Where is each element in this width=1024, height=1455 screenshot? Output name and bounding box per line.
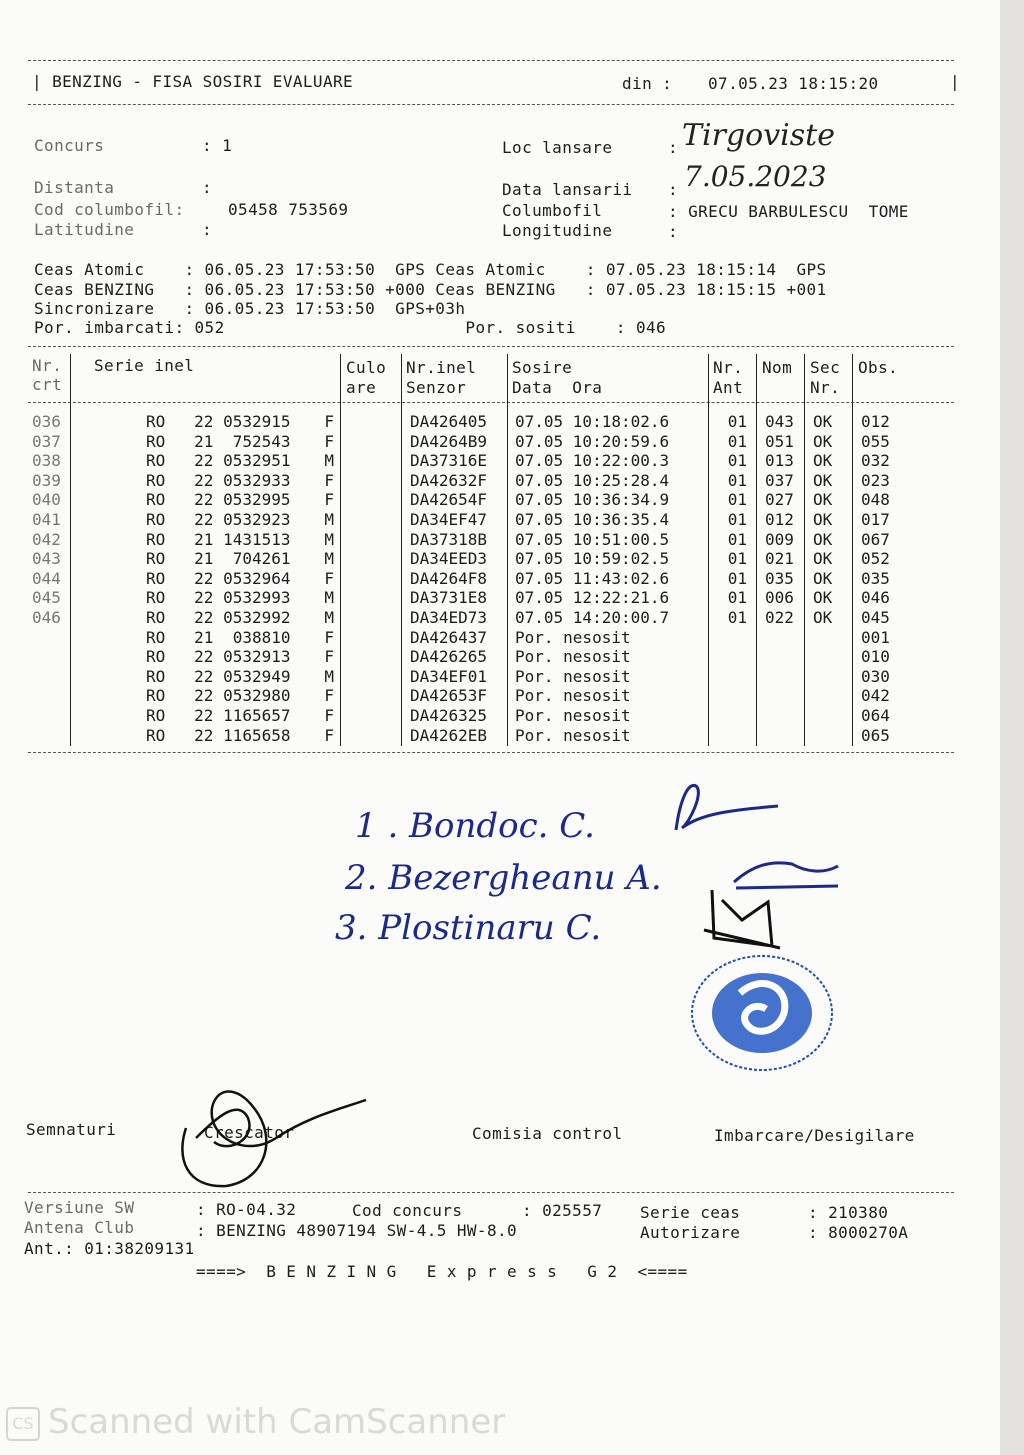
cell-culoare	[342, 647, 404, 667]
cell-culoare	[342, 667, 404, 687]
cell-sec	[807, 706, 855, 726]
table-row	[28, 588, 915, 608]
cell-culoare	[342, 628, 404, 648]
cell-crt: 036	[32, 412, 61, 431]
cell-sosire: Por. nesosit	[515, 627, 631, 647]
cell-culoare	[342, 569, 404, 589]
cell-ant: 01	[727, 607, 747, 627]
clock-benzing-line: Ceas BENZING : 06.05.23 17:53:50 +000 Ceas BENZING : 07.05.23 18:15:15 +001	[34, 280, 827, 299]
cell-nom: 037	[765, 470, 794, 490]
cell-nom: 009	[765, 529, 794, 549]
cell-sosire: Por. nesosit	[515, 725, 631, 745]
sincronizare-line: Sincronizare : 06.05.23 17:53:50 GPS+03h	[34, 299, 466, 318]
cell-sosire: 07.05 10:22:00.3	[515, 451, 670, 471]
cell-sec: OK	[813, 431, 833, 451]
brand-line: ====> B E N Z I N G E x p r e s s G 2 <====	[196, 1262, 688, 1281]
ant-line: Ant.: 01:38209131	[24, 1239, 195, 1258]
col-culo-header: Culo	[346, 358, 387, 377]
imbarcare-label: Imbarcare/Desigilare	[714, 1126, 915, 1145]
table-row	[28, 569, 915, 589]
cell-culoare	[342, 588, 404, 608]
table-row	[28, 471, 915, 491]
columbofil-label: Columbofil	[502, 201, 603, 220]
distanta-label: Distanta	[34, 178, 115, 197]
cell-obs: 045	[861, 607, 890, 627]
cell-sosire: 07.05 10:25:28.4	[515, 470, 670, 490]
cell-nom: 022	[765, 607, 794, 627]
cell-sosire: Por. nesosit	[515, 647, 631, 667]
cell-sosire: 07.05 14:20:00.7	[515, 607, 670, 627]
cell-nom	[759, 706, 807, 726]
cell-senzor: DA4262EB	[410, 725, 488, 745]
table-row	[28, 451, 915, 471]
report-date-label: din :	[622, 74, 673, 93]
cell-nom: 027	[765, 490, 794, 510]
cell-sec	[807, 726, 855, 746]
col-senzor-header: Senzor	[406, 378, 467, 397]
cell-sex: M	[324, 549, 334, 569]
porumbei-line: Por. imbarcati: 052 Por. sositi : 046	[34, 318, 667, 337]
cell-sec	[807, 686, 855, 706]
cell-ant: 01	[727, 470, 747, 490]
handwritten-line-1: 1 . Bondoc. C.	[355, 806, 595, 846]
semnaturi-label: Semnaturi	[26, 1120, 117, 1139]
cell-serie: RO 22 0532951	[146, 451, 291, 471]
table-row	[28, 510, 915, 530]
cell-serie: RO 22 0532923	[146, 509, 291, 529]
table-row	[28, 549, 915, 569]
cell-nom: 021	[765, 549, 794, 569]
cell-ant: 01	[727, 509, 747, 529]
latitudine-label: Latitudine	[34, 220, 135, 239]
cell-senzor: DA34EF47	[410, 509, 488, 529]
cell-senzor: DA42653F	[410, 686, 488, 706]
cell-culoare	[342, 451, 404, 471]
cell-culoare	[342, 471, 404, 491]
cell-serie: RO 21 752543	[146, 431, 291, 451]
antena-label: Antena Club	[24, 1218, 135, 1237]
col-serie-header: Serie inel	[94, 356, 195, 375]
table-row	[28, 686, 915, 706]
cell-sosire: 07.05 10:36:34.9	[515, 490, 670, 510]
cell-nom	[759, 667, 807, 687]
cell-ant: 01	[727, 568, 747, 588]
longitudine-value: :	[668, 222, 679, 241]
cell-sosire: Por. nesosit	[515, 705, 631, 725]
col-obs-header: Obs.	[858, 358, 899, 377]
col-nr-header: Nr.	[32, 356, 63, 375]
table-row	[28, 667, 915, 687]
cell-crt: 046	[32, 607, 61, 627]
cell-nom: 043	[765, 412, 794, 431]
cell-crt: 038	[32, 451, 61, 471]
cell-obs: 042	[861, 686, 890, 706]
cell-crt	[28, 706, 70, 726]
cell-senzor: DA426437	[410, 627, 488, 647]
cell-sosire: 07.05 10:59:02.5	[515, 549, 670, 569]
concurs-label: Concurs	[34, 136, 105, 155]
cell-ant	[711, 686, 759, 706]
cell-nom: 035	[765, 568, 794, 588]
cell-serie: RO 22 0532915	[146, 412, 291, 431]
cell-crt	[28, 628, 70, 648]
cell-sex: F	[324, 647, 334, 667]
cell-senzor: DA34EF01	[410, 666, 488, 686]
cod-concurs-label: Cod concurs	[352, 1201, 463, 1220]
cell-ant	[711, 628, 759, 648]
cell-sosire: Por. nesosit	[515, 666, 631, 686]
data-lansarii-label: Data lansarii	[502, 180, 633, 199]
latitudine-value: :	[202, 220, 213, 239]
camscanner-logo-icon: CS	[6, 1407, 40, 1441]
autorizare-label: Autorizare	[640, 1223, 741, 1242]
cell-ant: 01	[727, 451, 747, 471]
cod-columbofil-value: 05458 753569	[228, 200, 349, 219]
col-sosire-header: Sosire	[512, 358, 573, 377]
cell-sex: M	[324, 588, 334, 608]
table-row	[28, 726, 915, 746]
cell-obs: 055	[861, 431, 890, 451]
col-secnr-header: Nr.	[810, 378, 841, 397]
cell-sec: OK	[813, 490, 833, 510]
cell-ant	[711, 706, 759, 726]
cell-culoare	[342, 706, 404, 726]
antena-value: : BENZING 48907194 SW-4.5 HW-8.0	[196, 1221, 518, 1240]
cell-obs: 017	[861, 509, 890, 529]
cell-serie: RO 22 0532913	[146, 647, 291, 667]
crescator-signature	[156, 1068, 376, 1198]
table-row	[28, 706, 915, 726]
col-ant-header: Ant	[713, 378, 744, 397]
versiune-label: Versiune SW	[24, 1198, 135, 1217]
concurs-value: : 1	[202, 136, 233, 155]
arrivals-table	[28, 412, 915, 745]
table-row	[28, 530, 915, 550]
loc-lansare-colon: :	[668, 138, 679, 157]
cell-serie: RO 22 1165657	[146, 705, 291, 725]
cell-sex: M	[324, 451, 334, 471]
cell-serie: RO 22 0532995	[146, 490, 291, 510]
table-row	[28, 432, 915, 452]
cell-crt	[28, 726, 70, 746]
cell-crt	[28, 647, 70, 667]
cell-ant	[711, 647, 759, 667]
cell-serie: RO 22 0532993	[146, 588, 291, 608]
cell-obs: 064	[861, 705, 890, 725]
cell-sec: OK	[813, 412, 833, 431]
camscanner-watermark	[6, 1402, 505, 1442]
col-data-ora-header: Data Ora	[512, 378, 603, 397]
divider	[28, 346, 954, 347]
cell-sosire: 07.05 10:20:59.6	[515, 431, 670, 451]
cell-sosire: 07.05 10:51:00.5	[515, 529, 670, 549]
cell-crt: 045	[32, 588, 61, 608]
camscanner-text: Scanned with CamScanner	[48, 1402, 506, 1442]
cell-ant: 01	[727, 588, 747, 608]
versiune-value: : RO-04.32	[196, 1200, 297, 1219]
cell-sec: OK	[813, 588, 833, 608]
autorizare-value: : 8000270A	[808, 1223, 909, 1242]
cell-crt	[28, 686, 70, 706]
data-lansarii-value: 7.05.2023	[684, 160, 827, 193]
cell-ant	[711, 667, 759, 687]
clock-atomic-line: Ceas Atomic : 06.05.23 17:53:50 GPS Ceas Atomic : 07.05.23 18:15:14 GPS	[34, 260, 827, 279]
cell-obs: 001	[861, 627, 890, 647]
cell-sosire: 07.05 11:43:02.6	[515, 568, 670, 588]
cell-senzor: DA426325	[410, 705, 488, 725]
cell-sec: OK	[813, 568, 833, 588]
cell-sex: F	[324, 568, 334, 588]
cell-sex: F	[324, 705, 334, 725]
cell-ant: 01	[727, 412, 747, 431]
cell-sex: M	[324, 509, 334, 529]
paper-edge	[1000, 0, 1024, 1455]
cell-nom	[759, 647, 807, 667]
col-nom-header: Nom	[762, 358, 793, 377]
cell-sex: F	[324, 470, 334, 490]
cell-culoare	[342, 530, 404, 550]
cell-obs: 052	[861, 549, 890, 569]
table-row	[28, 628, 915, 648]
data-lansarii-colon: :	[668, 180, 679, 199]
serie-ceas-label: Serie ceas	[640, 1203, 741, 1222]
cell-ant: 01	[727, 431, 747, 451]
cod-columbofil-label: Cod columbofil:	[34, 200, 185, 219]
cell-culoare	[342, 549, 404, 569]
distanta-value: :	[202, 178, 213, 197]
cell-crt: 041	[32, 509, 61, 529]
cell-obs: 048	[861, 490, 890, 510]
divider-bar: |	[950, 72, 961, 91]
arrivals-table-body	[28, 412, 915, 745]
cell-senzor: DA4264F8	[410, 568, 488, 588]
cell-senzor: DA34ED73	[410, 607, 488, 627]
cell-crt: 037	[32, 431, 61, 451]
cell-sec: OK	[813, 451, 833, 471]
club-stamp	[688, 953, 836, 1073]
cell-nom	[759, 726, 807, 746]
divider	[28, 402, 954, 403]
cell-ant: 01	[727, 549, 747, 569]
handwritten-line-3: 3. Plostinaru C.	[335, 908, 602, 948]
cell-senzor: DA4264B9	[410, 431, 488, 451]
cell-sex: F	[324, 627, 334, 647]
cell-nom: 013	[765, 451, 794, 471]
cell-serie: RO 21 704261	[146, 549, 291, 569]
cell-crt: 043	[32, 549, 61, 569]
cell-senzor: DA37316E	[410, 451, 488, 471]
cell-crt: 042	[32, 529, 61, 549]
cell-senzor: DA34EED3	[410, 549, 488, 569]
cell-senzor: DA3731E8	[410, 588, 488, 608]
cell-sec	[807, 667, 855, 687]
cell-serie: RO 22 0532964	[146, 568, 291, 588]
cell-sec	[807, 628, 855, 648]
report-title: | BENZING - FISA SOSIRI EVALUARE	[32, 72, 354, 91]
cell-sec: OK	[813, 509, 833, 529]
report-date: 07.05.23 18:15:20	[708, 74, 879, 93]
cell-serie: RO 22 0532980	[146, 686, 291, 706]
col-culo-header-2: are	[346, 378, 377, 397]
cell-crt: 044	[32, 568, 61, 588]
cell-serie: RO 22 0532992	[146, 607, 291, 627]
col-crt-header: crt	[32, 375, 63, 394]
table-row	[28, 412, 915, 432]
cell-obs: 023	[861, 470, 890, 490]
table-row	[28, 608, 915, 628]
cell-sex: F	[324, 412, 334, 431]
comisia-label: Comisia control	[472, 1124, 623, 1143]
cell-obs: 046	[861, 588, 890, 608]
cell-serie: RO 21 038810	[146, 627, 291, 647]
cell-crt	[28, 667, 70, 687]
cell-culoare	[342, 608, 404, 628]
cell-serie: RO 22 1165658	[146, 725, 291, 745]
cell-culoare	[342, 412, 404, 432]
cell-sosire: 07.05 12:22:21.6	[515, 588, 670, 608]
cell-crt: 040	[32, 490, 61, 510]
cell-ant: 01	[727, 529, 747, 549]
crescator-label: Crescator	[204, 1123, 295, 1142]
cell-obs: 035	[861, 568, 890, 588]
col-sec-header: Sec	[810, 358, 841, 377]
cell-nom: 012	[765, 509, 794, 529]
cell-sec: OK	[813, 470, 833, 490]
handwritten-line-2: 2. Bezergheanu A.	[345, 858, 662, 898]
cell-obs: 030	[861, 666, 890, 686]
cell-serie: RO 22 0532949	[146, 666, 291, 686]
cell-sex: M	[324, 607, 334, 627]
col-nrant-header: Nr.	[713, 358, 744, 377]
handwritten-signatures	[660, 770, 860, 960]
cell-nom: 051	[765, 431, 794, 451]
cell-sosire: 07.05 10:18:02.6	[515, 412, 670, 431]
divider	[28, 752, 954, 753]
cell-senzor: DA42632F	[410, 470, 488, 490]
cell-senzor: DA426405	[410, 412, 488, 431]
cell-sex: F	[324, 431, 334, 451]
loc-lansare-value: Tirgoviste	[682, 118, 835, 153]
divider	[28, 1192, 954, 1193]
cell-nom	[759, 628, 807, 648]
cell-sec	[807, 647, 855, 667]
loc-lansare-label: Loc lansare	[502, 138, 613, 157]
columbofil-value: : GRECU BARBULESCU TOME	[668, 202, 909, 221]
divider	[28, 60, 954, 61]
cell-sex: M	[324, 529, 334, 549]
divider	[28, 104, 954, 105]
cell-sec: OK	[813, 549, 833, 569]
serie-ceas-value: : 210380	[808, 1203, 889, 1222]
cell-obs: 065	[861, 725, 890, 745]
cell-sex: F	[324, 490, 334, 510]
cell-sosire: Por. nesosit	[515, 686, 631, 706]
cell-nom	[759, 686, 807, 706]
cod-concurs-value: : 025557	[522, 1201, 603, 1220]
cell-culoare	[342, 490, 404, 510]
table-row	[28, 490, 915, 510]
cell-crt: 039	[32, 470, 61, 490]
cell-serie: RO 21 1431513	[146, 529, 291, 549]
cell-senzor: DA42654F	[410, 490, 488, 510]
cell-culoare	[342, 510, 404, 530]
cell-sec: OK	[813, 529, 833, 549]
cell-senzor: DA37318B	[410, 529, 488, 549]
cell-ant	[711, 726, 759, 746]
cell-nom: 006	[765, 588, 794, 608]
cell-obs: 032	[861, 451, 890, 471]
cell-culoare	[342, 432, 404, 452]
cell-culoare	[342, 686, 404, 706]
longitudine-label: Longitudine	[502, 221, 613, 240]
cell-ant: 01	[727, 490, 747, 510]
cell-sex: M	[324, 666, 334, 686]
cell-obs: 012	[861, 412, 890, 431]
col-nrinel-header: Nr.inel	[406, 358, 477, 377]
cell-sosire: 07.05 10:36:35.4	[515, 509, 670, 529]
cell-obs: 067	[861, 529, 890, 549]
cell-sec: OK	[813, 607, 833, 627]
cell-sex: F	[324, 725, 334, 745]
cell-sex: F	[324, 686, 334, 706]
cell-senzor: DA426265	[410, 647, 488, 667]
cell-serie: RO 22 0532933	[146, 470, 291, 490]
cell-obs: 010	[861, 647, 890, 667]
table-row	[28, 647, 915, 667]
cell-culoare	[342, 726, 404, 746]
